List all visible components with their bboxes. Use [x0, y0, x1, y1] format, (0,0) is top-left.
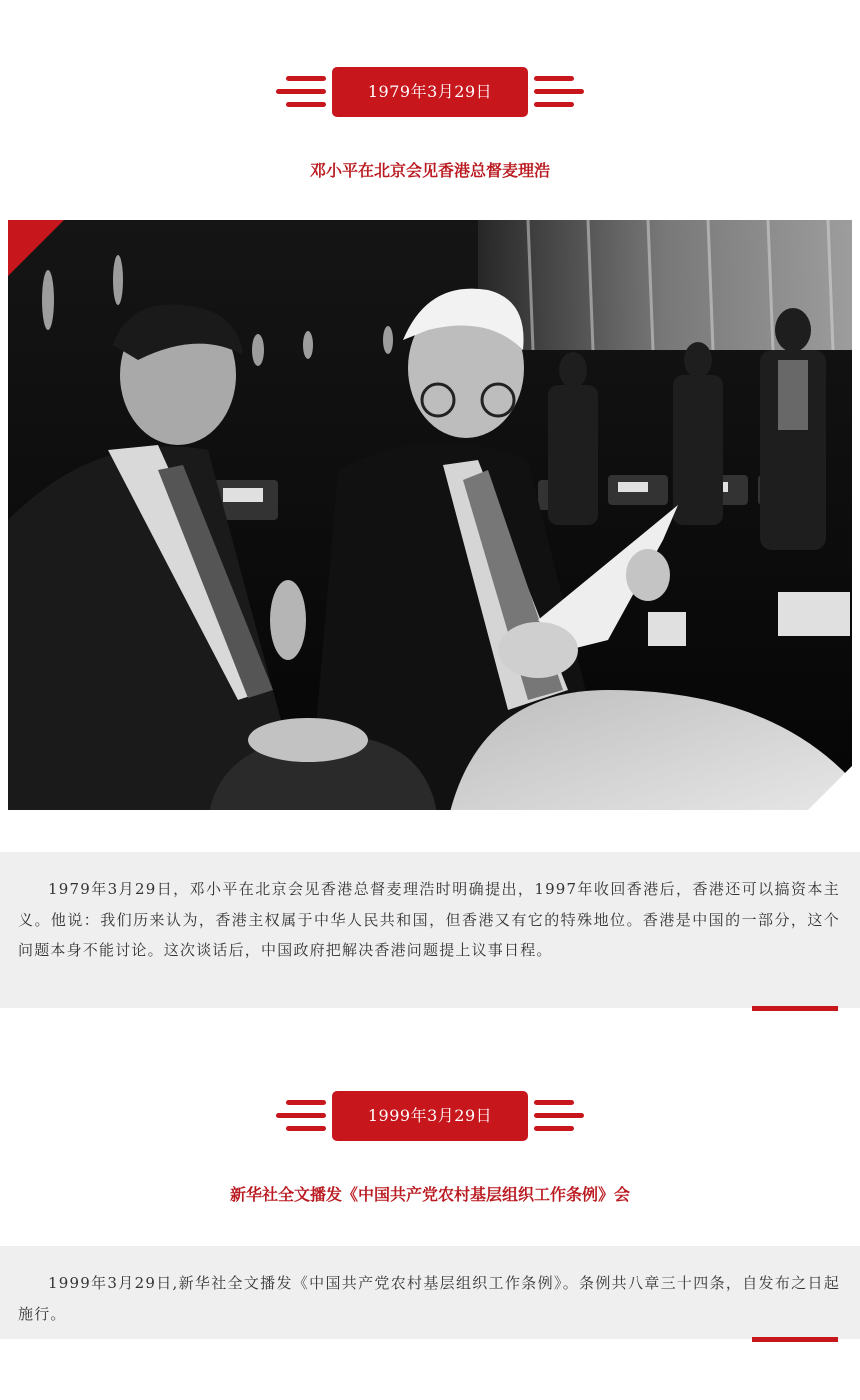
date-label: 1999年3月29日: [332, 1091, 528, 1141]
decorative-lines-left: [276, 75, 326, 109]
photo-corner-accent: [8, 220, 64, 276]
photo-corner-cut: [808, 766, 852, 810]
description-accent-bar: [752, 1337, 838, 1342]
description-accent-bar: [752, 1006, 838, 1011]
event-headline: 新华社全文播发《中国共产党农村基层组织工作条例》会: [229, 1185, 630, 1204]
decorative-lines-right: [534, 1099, 584, 1133]
archive-photo-icon: [8, 220, 852, 810]
event-photo: [8, 220, 852, 810]
timeline-event-1999: [0, 1020, 860, 1400]
date-label: 1979年3月29日: [332, 67, 528, 117]
event-description: 1979年3月29日，邓小平在北京会见香港总督麦理浩时明确提出，1997年收回香港后，香港还可以搞资本主义。他说：我们历来认为，香港主权属于中华人民共和国，但香港又有它的特殊地位。香港是中国的一部分，这个问题本身不能讨论。这次谈话后，中国政府把解决香港问题提上议事日程。: [18, 880, 840, 959]
event-headline: 邓小平在北京会见香港总督麦理浩: [309, 161, 550, 180]
decorative-lines-left: [276, 1099, 326, 1133]
date-banner: [276, 1091, 584, 1141]
event-description: 1999年3月29日,新华社全文播发《中国共产党农村基层组织工作条例》。条例共八章三十四条，自发布之日起施行。: [18, 1274, 840, 1323]
date-banner: [276, 67, 584, 117]
event-description-box: [0, 1246, 860, 1339]
decorative-lines-right: [534, 75, 584, 109]
event-description-box: [0, 852, 860, 1008]
